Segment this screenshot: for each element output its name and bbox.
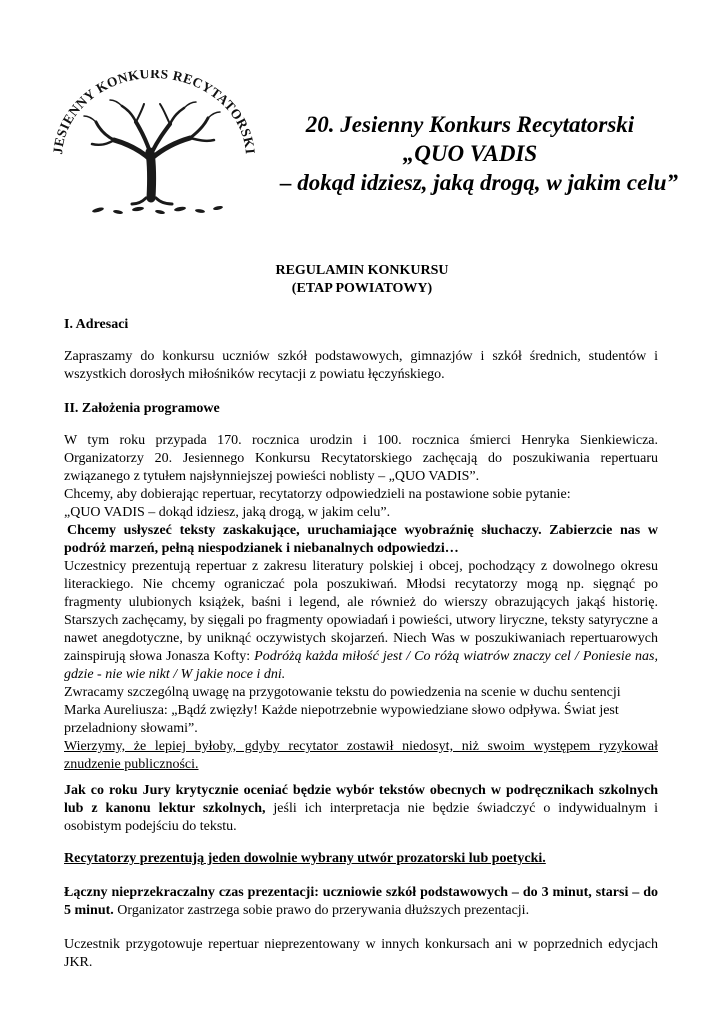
tree-icon: [84, 100, 220, 204]
zwracamy-paragraph: [64, 684, 658, 774]
document-title: [260, 110, 680, 197]
czas-bold: Łączny nieprzekraczalny czas prezentacji: uczniowie szkół podstawowych – do 3 minut, starsi – do 5 minut.: [64, 885, 658, 918]
falling-leaves-icon: [92, 205, 224, 215]
svg-text:JESIENNY KONKURS RECYTATORSKI: [50, 70, 258, 155]
regulamin-heading: [0, 262, 724, 298]
kofta-quote: Podróżą każda miłość jest / Co różą wiatrów znaczy cel / Poniesie nas, gdzie - nie wie nikt / W jakie noce i dni.: [64, 649, 658, 682]
section-adresaci-heading: I. Adresaci: [64, 317, 129, 332]
zwracamy-text: Zwracamy szczególną uwagę na przygotowanie tekstu do powiedzenia na scenie w duchu sentencji Marka Aureliusza: „Bądź zwięzły! Każde niepotrzebnie wypowiedziane słowo odpływa. Świat jest przeladniony słowami”.: [64, 685, 621, 736]
wierzymy-text: Wierzymy, że lepiej byłoby, gdyby recytator zostawił niedosyt, niż swoim występem ryzykował znudzenie publiczności.: [64, 739, 658, 772]
jury-rest: jeśli ich interpretacja nie będzie świadczyć o indywidualnym i osobistym podejściu do tekstu.: [64, 801, 658, 834]
zalozenia-p4-container: [64, 558, 658, 684]
regulamin-line-1: REGULAMIN KONKURSU: [275, 263, 449, 278]
czas-rest: Organizator zastrzega sobie prawo do przerywania dłuższych prezentacji.: [117, 903, 530, 918]
logo-arc-text: JESIENNY KONKURS RECYTATORSKI: [50, 70, 258, 155]
zalozenia-p3: „QUO VADIS – dokąd idziesz, jaką drogą, w jakim celu”.: [64, 505, 391, 520]
jury-paragraph: [64, 782, 658, 836]
zalozenia-bold: Chcemy usłyszeć teksty zaskakujące, uruchamiające wyobraźnię słuchaczy. Zabierzcie nas w podróż marzeń, pełną niespodzianek i niebanalnych odpowiedzi…: [64, 523, 658, 556]
recytatorzy-text: Recytatorzy prezentują jeden dowolnie wybrany utwór prozatorski lub poetycki.: [64, 851, 546, 866]
czas-paragraph: [64, 884, 658, 920]
zalozenia-paragraph: [64, 432, 658, 684]
regulamin-line-2: (ETAP POWIATOWY): [291, 281, 433, 296]
title-line-1: 20. Jesienny Konkurs Recytatorski: [305, 112, 635, 137]
adresaci-paragraph: [64, 348, 658, 384]
uczestnik-paragraph: [64, 936, 658, 972]
zalozenia-p4: Uczestnicy prezentują repertuar z zakresu literatury polskiej i obcej, pochodzący z dowolnego okresu literackiego. Nie chcemy ograniczać pola poszukiwań. Młodsi recytatorzy mogą np. sięgnąć po fragmenty ulubionych książek, baśni i legend, ale również do wierszy obrazujących jakąś historię. Starszych zachęcamy, by sięgali po fragmenty opowiadań i powieści, utwory liryczne, teksty satyryczne a nawet anegdotyczne, by uniknąć oczywistych skojarzeń. Niech Was w poszukiwaniach repertuarowych zainspirują słowa Jonasza Kofty:: [64, 559, 658, 664]
adresaci-text: Zapraszamy do konkursu uczniów szkół podstawowych, gimnazjów i szkół średnich, studentów i wszystkich dorosłych miłośników recytacji z powiatu łęczyńskiego.: [64, 349, 658, 382]
uczestnik-text: Uczestnik przygotowuje repertuar nieprezentowany w innych konkursach ani w poprzednich edycjach JKR.: [64, 937, 658, 970]
zalozenia-p2: Chcemy, aby dobierając repertuar, recytatorzy odpowiedzieli na postawione sobie pytanie:: [64, 487, 571, 502]
section-zalozenia-heading: II. Założenia programowe: [64, 401, 220, 416]
title-line-3: – dokąd idziesz, jaką drogą, w jakim celu”: [279, 170, 679, 195]
jury-bold: Jak co roku Jury krytycznie oceniać będzie wybór tekstów obecnych w podręcznikach szkolnych lub z kanonu lektur szkolnych,: [64, 783, 658, 816]
title-line-2: „QUO VADIS: [402, 141, 538, 166]
contest-logo: [48, 70, 260, 220]
zalozenia-p1: W tym roku przypada 170. rocznica urodzin i 100. rocznica śmierci Henryka Sienkiewicza. Organizatorzy 20. Jesiennego Konkursu Recytatorskiego zachęcają do poszukiwania repertuaru związanego z tytułem najsłynniejszej powieści noblisty – „QUO VADIS”.: [64, 433, 658, 484]
